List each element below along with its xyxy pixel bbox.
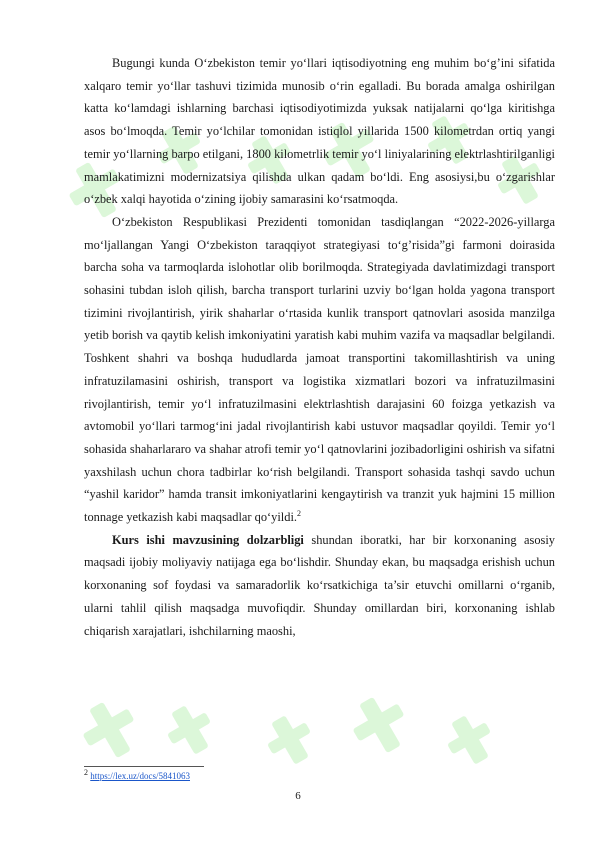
paragraph-1 xyxy=(84,52,555,211)
page-number: 6 xyxy=(295,790,301,802)
watermark-mark-7 xyxy=(73,693,146,767)
paragraph-2 xyxy=(84,211,555,529)
paragraph-2-text: O‘zbekiston Respublikasi Prezidenti tomonidan tasdiqlangan “2022-2026-yillarga mo‘ljallangan Yangi O‘zbekiston taraqqiyot strategiyasi to‘g’risida”gi farmoni doirasida barcha soha va tarmoqlarda islohotlar olib borilmoqda. Strategiyada davlatimizdagi transport sohasini tubdan isloh qilish, barcha transport turlarini uzviy bo‘lgan holda yagona transport tizimini rivojlantirish, yirik shaharlar o‘rtasida kunlik transport qatnovlari asosida manzilga yetib borish va qaytib kelish imkoniyatini yaratish kabi muhim vazifa va maqsadlar belgilandi. Toshkent shahri va boshqa hududlarda jamoat transportini takomillashtirish va uning infratuzilamasini oshirish, transport va logistika xizmatlari bozori va infratuzilmasini rivojlantirish, temir yo‘l infratuzilmasini elektrlashtish darajasini 60 foizga yetkazish va avtomobil yo‘llari tarmog‘ini jadal rivojlantirish kabi ustuvor maqsadlar qoyildi. Temir yo‘l sohasida shaharlararo va shahar atrofi temir yo‘l qatnovlarini jozibadorligini oshirish va sifatni yaxshilash uchun chora tadbirlar ko‘rish belgilandi. Transport sohasida tashqi savdo uchun “yashil karidor” hamda transit imkoniyatlarini kengaytirish va tranzit yuk hajmini 15 million tonnage yetkazish kabi maqsadlar qo‘yildi. xyxy=(84,214,555,525)
watermark-mark-9 xyxy=(259,708,321,772)
footnote-link[interactable]: https://lex.uz/docs/5841063 xyxy=(90,771,190,781)
watermark-mark-11 xyxy=(439,708,501,772)
paragraph-1-text: Bugungi kunda O‘zbekiston temir yo‘llari iqtisodiyotning eng muhim bo‘g’ini sifatida xalqaro temir yo‘llar tashuvi tizimida munosib o‘rin egalladi. Bu borada amalga oshirilgan katta ko‘lamdagi ishlarning barchasi iqtisodiyotimizda yuksak natijalarni qo‘lga kiritishga asos bo‘lmoqda. Temir yo‘lchilar tomonidan istiqlol yillarida 1500 kilometrdan ortiq yangi temir yo‘llarning barpo etilgani, 1800 kilometrlik temir yo‘l liniyalarining elektrlashtirilganligi mamlakatimizni modernizatsiya qilishda ulkan qadam bo‘ldi. Eng asosiysi,bu o‘zgarishlar o‘zbek xalqi hayotida o‘zining ijobiy samarasini ko‘rsatmoqda. xyxy=(84,56,555,207)
relevance-heading: Kurs ishi mavzusining dolzarbligi xyxy=(112,532,304,547)
body-text xyxy=(84,52,555,642)
paragraph-3 xyxy=(84,529,555,643)
paragraph-3-text: shundan iboratki, har bir korxonaning asosiy maqsadi ijobiy moliyaviy natijaga ega bo‘lishdir. Shunday ekan, bu maqsadga erishish uchun korxonaning sof foydasi va samaradorlik ko‘rsatkichiga ta’sir etuvchi omillarni o‘rganib, ularni tahlil qilish maqsadga muvofiqdir. Shunday omillardan biri, korxonaning ishlab chiqarish xarajatlari, ishchilarning maoshi, xyxy=(84,532,555,638)
watermark-mark-8 xyxy=(159,698,221,762)
footnote xyxy=(84,768,190,781)
footnote-separator xyxy=(84,766,204,767)
watermark-mark-10 xyxy=(343,688,416,762)
footnote-reference[interactable]: 2 xyxy=(297,508,301,518)
footnote-number: 2 xyxy=(84,768,88,777)
